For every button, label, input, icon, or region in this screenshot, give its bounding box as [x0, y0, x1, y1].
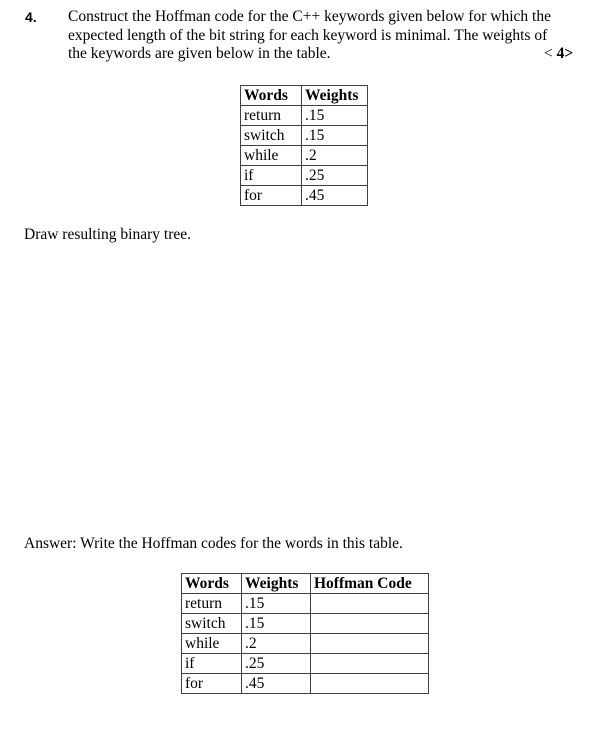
- word-cell: while: [241, 146, 302, 166]
- weight-cell: .15: [302, 126, 368, 146]
- weight-cell: .15: [242, 594, 311, 614]
- table-row: [241, 146, 368, 166]
- weight-cell: .2: [242, 634, 311, 654]
- word-cell: switch: [182, 614, 242, 634]
- weight-cell: .15: [242, 614, 311, 634]
- weight-cell: .45: [302, 186, 368, 206]
- word-cell: return: [182, 594, 242, 614]
- header-hoffman-code: Hoffman Code: [311, 574, 429, 594]
- table-row: [241, 106, 368, 126]
- word-cell: while: [182, 634, 242, 654]
- word-cell: for: [182, 674, 242, 694]
- answer-prompt: Answer: Write the Hoffman codes for the words in this table.: [24, 535, 403, 552]
- table-row: [241, 166, 368, 186]
- marks-value: 4: [556, 45, 565, 62]
- weights-table-header: [241, 86, 368, 106]
- question-text-line-1: Construct the Hoffman code for the C++ keywords given below for which the: [68, 8, 551, 25]
- weight-cell: .15: [302, 106, 368, 126]
- table-row: [182, 614, 429, 634]
- header-weights: Weights: [242, 574, 311, 594]
- question-text-line-2: expected length of the bit string for each keyword is minimal. The weights of: [68, 27, 548, 44]
- header-words: Words: [182, 574, 242, 594]
- weight-cell: .25: [302, 166, 368, 186]
- weight-cell: .2: [302, 146, 368, 166]
- table-row: [182, 654, 429, 674]
- question-text-line-3: the keywords are given below in the table.: [68, 45, 331, 62]
- marks-open: <: [544, 45, 557, 62]
- weight-cell: .25: [242, 654, 311, 674]
- code-cell[interactable]: [311, 614, 429, 634]
- draw-tree-prompt: Draw resulting binary tree.: [24, 226, 191, 243]
- weights-table: [240, 85, 368, 206]
- code-cell[interactable]: [311, 634, 429, 654]
- header-words: Words: [241, 86, 302, 106]
- code-cell[interactable]: [311, 674, 429, 694]
- word-cell: return: [241, 106, 302, 126]
- word-cell: switch: [241, 126, 302, 146]
- table-row: [182, 634, 429, 654]
- answer-table: [181, 573, 429, 694]
- header-weights: Weights: [302, 86, 368, 106]
- table-row: [241, 186, 368, 206]
- table-row: [182, 674, 429, 694]
- table-row: [182, 594, 429, 614]
- question-number: 4.: [25, 9, 37, 25]
- code-cell[interactable]: [311, 654, 429, 674]
- word-cell: if: [241, 166, 302, 186]
- question-marks: [544, 45, 573, 63]
- answer-table-header: [182, 574, 429, 594]
- word-cell: if: [182, 654, 242, 674]
- table-row: [241, 126, 368, 146]
- weight-cell: .45: [242, 674, 311, 694]
- word-cell: for: [241, 186, 302, 206]
- code-cell[interactable]: [311, 594, 429, 614]
- marks-close: >: [564, 45, 574, 62]
